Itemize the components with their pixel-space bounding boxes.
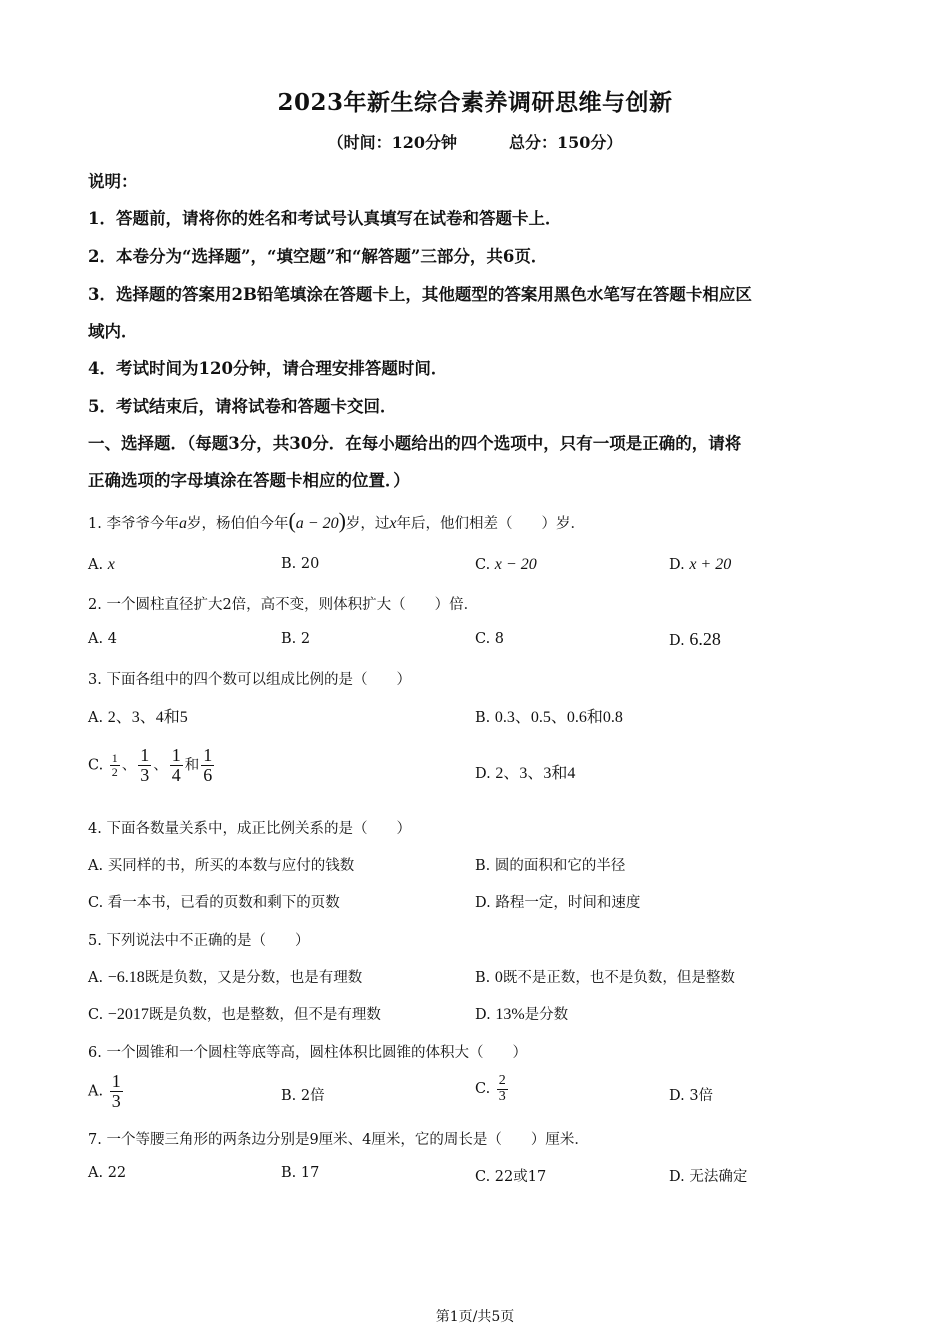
question-6-option-c: C. $\frac{2}{3}$ — [475, 1073, 506, 1104]
question-5-option-b: B. 0既不是正数，也不是负数，但是整数 — [475, 969, 735, 986]
question-7-option-b: B. 17 — [281, 1165, 320, 1181]
question-2-option-c: C. 8 — [475, 631, 505, 647]
note-3-continued: 域内． — [88, 322, 138, 341]
note-2: 2．本卷分为“选择题”，“填空题”和“解答题”三部分，共6页． — [88, 247, 548, 266]
question-1-option-b: B. 20 — [281, 556, 320, 572]
note-3: 3．选择题的答案用2B铅笔填涂在答题卡上，其他题型的答案用黑色水笔写在答题卡相应区 — [88, 285, 752, 304]
note-4: 4．考试时间为120分钟，请合理安排答题时间． — [88, 359, 448, 378]
question-1-stem: 1. 李爷爷今年a岁，杨伯伯今年(a − 20)岁，过x年后，他们相差（ ）岁． — [88, 508, 586, 533]
question-2-option-a: A. 4 — [88, 631, 117, 647]
variable-x: x — [389, 515, 397, 532]
question-6-stem: 6. 一个圆锥和一个圆柱等底等高，圆柱体积比圆锥的体积大（ ） — [88, 1045, 527, 1061]
fraction-one-half: $\frac{1}{2}$ — [111, 751, 118, 779]
expression-a-minus-20: a − 20 — [295, 515, 339, 532]
question-4-option-b: B. 圆的面积和它的半径 — [475, 858, 626, 874]
question-3-stem: 3. 下面各组中的四个数可以组成比例的是（ ） — [88, 672, 411, 688]
page-footer: 第1页/共5页 — [435, 1309, 515, 1325]
question-7-option-a: A. 22 — [88, 1165, 127, 1181]
section-heading-continued: 正确选项的字母填涂在答题卡相应的位置．） — [88, 471, 410, 490]
question-7-option-c: C. 22或17 — [475, 1169, 547, 1185]
note-1: 1．答题前，请将你的姓名和考试号认真填写在试卷和答题卡上． — [88, 209, 562, 228]
note-5: 5．考试结束后，请将试卷和答题卡交回． — [88, 397, 397, 416]
question-5-option-a: A. −6.18既是负数，又是分数，也是有理数 — [88, 969, 363, 986]
question-7-option-d: D. 无法确定 — [669, 1169, 748, 1185]
question-4-option-d: D. 路程一定，时间和速度 — [475, 895, 641, 911]
fraction-two-thirds: $\frac{2}{3}$ — [498, 1073, 506, 1104]
exam-total-score: 总分：150分） — [509, 133, 623, 152]
question-4-stem: 4. 下面各数量关系中，成正比例关系的是（ ） — [88, 821, 411, 837]
question-5-option-d: D. 13%是分数 — [475, 1006, 569, 1023]
question-2-stem: 2. 一个圆柱直径扩大2倍，高不变，则体积扩大（ ）倍． — [88, 597, 479, 613]
question-1-option-d: D. x + 20 — [669, 556, 732, 573]
question-6-option-d: D. 3倍 — [669, 1088, 714, 1104]
question-2-option-b: B. 2 — [281, 631, 311, 647]
fraction-one-third: $\frac{1}{3}$ — [140, 745, 150, 785]
section-heading: 一、选择题．（每题3分，共30分．在每小题给出的四个选项中，只有一项是正确的，请将 — [88, 434, 742, 453]
exam-time: （时间：120分钟 — [327, 133, 457, 152]
question-3-option-b: B. 0.3、0.5、0.6和0.8 — [475, 709, 623, 726]
question-1-option-c: C. x − 20 — [475, 556, 537, 573]
question-7-stem: 7. 一个等腰三角形的两条边分别是9厘米、4厘米，它的周长是（ ）厘米． — [88, 1132, 589, 1148]
fraction-one-third: $\frac{1}{3}$ — [111, 1071, 121, 1111]
fraction-one-quarter: $\frac{1}{4}$ — [171, 745, 181, 785]
exam-subtitle — [0, 130, 950, 153]
variable-a: a — [178, 515, 187, 532]
question-5-stem: 5. 下列说法中不正确的是（ ） — [88, 933, 310, 949]
question-3-option-c: C. $\frac{1}{2}$ 、 $\frac{1}{3}$ 、 $\frac{1}{4}$ 和 $\frac{1}{6}$ — [88, 745, 213, 785]
question-3-option-a: A. 2、3、4和5 — [88, 709, 188, 726]
notes-heading: 说明： — [88, 172, 138, 191]
question-3-option-d: D. 2、3、3和4 — [475, 765, 576, 782]
question-5-option-c: C. −2017既是负数，也是整数，但不是有理数 — [88, 1006, 381, 1023]
question-2-option-d: D. 6.28 — [669, 629, 721, 649]
fraction-one-sixth: $\frac{1}{6}$ — [203, 745, 213, 785]
question-4-option-c: C. 看一本书，已看的页数和剩下的页数 — [88, 895, 340, 911]
question-6-option-b: B. 2倍 — [281, 1088, 325, 1104]
question-1-option-a: A. x — [88, 556, 115, 573]
question-4-option-a: A. 买同样的书，所买的本数与应付的钱数 — [88, 858, 355, 874]
exam-title: 2023年新生综合素养调研思维与创新 — [277, 89, 673, 116]
question-6-option-a: A. $\frac{1}{3}$ — [88, 1071, 121, 1111]
